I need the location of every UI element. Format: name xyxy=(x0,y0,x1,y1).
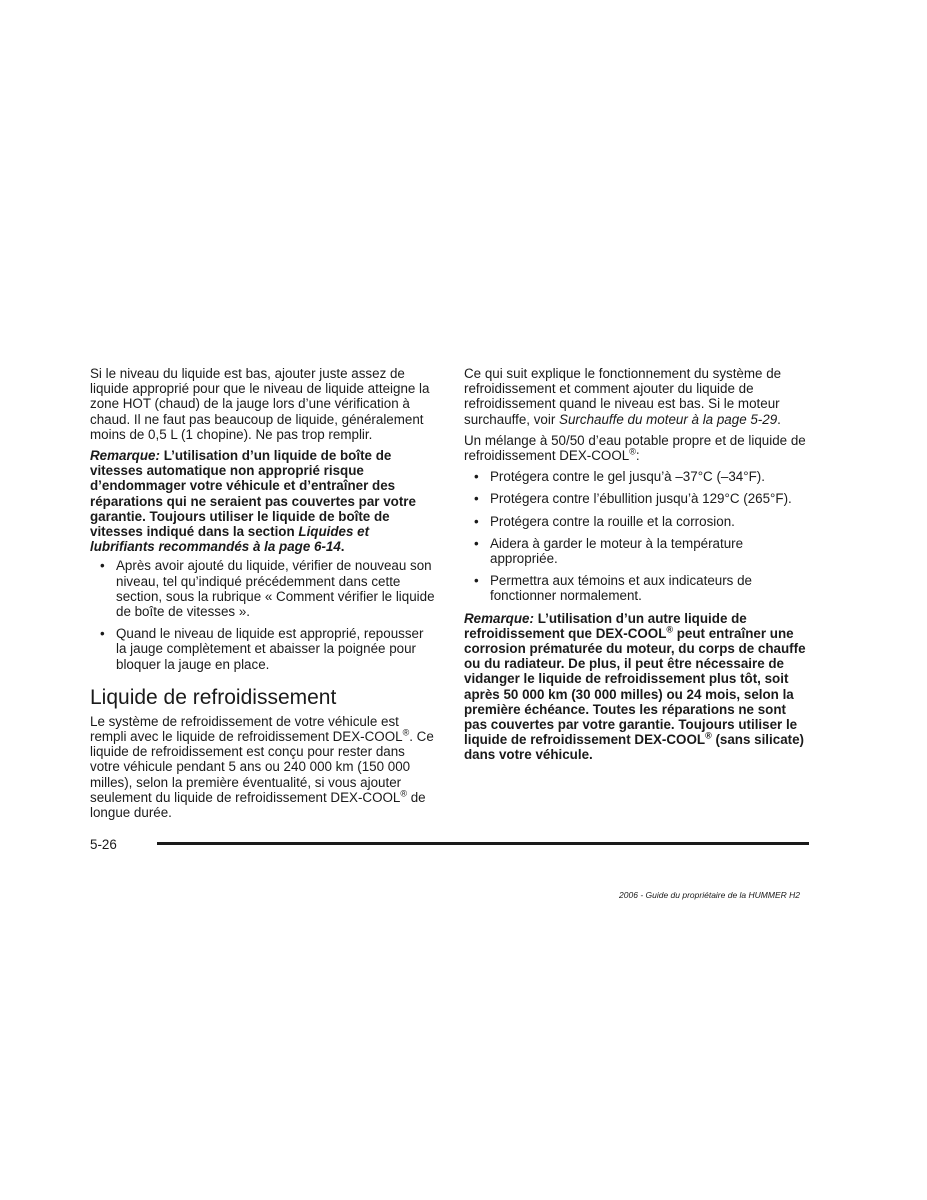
notice-label: Remarque: xyxy=(464,610,534,626)
notice-text: L’utilisation d’un liquide de boîte de vitesses automatique non approprié risque d’endommager votre véhicule et d’entraîner des réparations qui ne seraient pas couvertes par votre garantie. Toujours utiliser le liquide de boîte de vitesses indiqué dans la section xyxy=(90,448,416,540)
list-item: • Permettra aux témoins et aux indicateurs de fonctionner normalement. xyxy=(474,573,752,604)
left-column xyxy=(90,366,436,826)
right-column xyxy=(464,366,810,767)
notice-label: Remarque: xyxy=(90,448,160,464)
registered-mark: ® xyxy=(402,727,410,738)
bullet-icon: • xyxy=(100,626,105,642)
list-item: • Protégera contre le gel jusqu’à –37°C (–34°F). xyxy=(474,469,765,485)
list-item: • Quand le niveau de liquide est approprié, repousser la jauge complètement et abaisser la poignée pour bloquer la jauge en place. xyxy=(100,626,424,672)
list-item: • Aidera à garder le moteur à la température appropriée. xyxy=(474,535,744,567)
paragraph-mixture: Un mélange à 50/50 d’eau potable propre et de liquide de refroidissement DEX-COOL®: xyxy=(464,432,806,464)
bullet-icon: • xyxy=(474,491,479,507)
page-number: 5-26 xyxy=(90,837,117,852)
footer-rule xyxy=(157,842,809,845)
footer-credit: 2006 - Guide du propriétaire de la HUMMER H2 xyxy=(619,890,800,900)
bullet-icon: • xyxy=(100,558,105,574)
list-item: • Protégera contre l’ébullition jusqu’à 129°C (265°F). xyxy=(474,491,792,507)
registered-mark: ® xyxy=(666,624,674,635)
bullet-icon: • xyxy=(474,535,479,551)
bullet-icon: • xyxy=(474,469,479,485)
xref-link-surchauffe[interactable]: Surchauffe du moteur à la page 5-29 xyxy=(559,411,778,427)
list-item: • Protégera contre la rouille et la corrosion. xyxy=(474,513,735,529)
list-item: • Après avoir ajouté du liquide, vérifier de nouveau son niveau, tel qu’indiqué précédemment dans cette section, sous la rubrique « Comment vérifier le liquide de boîte de vitesses ». xyxy=(100,558,435,620)
registered-mark: ® xyxy=(629,446,636,457)
bullet-icon: • xyxy=(474,513,479,529)
registered-mark: ® xyxy=(400,788,408,799)
bullet-icon: • xyxy=(474,573,479,589)
section-heading: Liquide de refroidissement xyxy=(90,685,337,709)
registered-mark: ® xyxy=(705,730,712,741)
bullet-list-transmission xyxy=(90,558,436,671)
notice-transmission-fluid: Remarque: L’utilisation d’un liquide de boîte de vitesses automatique non approprié risque d’endommager votre véhicule et d’entraîner des réparations qui ne seraient pas couvertes par votre garantie. Toujours utiliser le liquide de boîte de vitesses indiqué dans la section Liquides et lubrifiants recommandés à la page 6-14. xyxy=(90,448,416,555)
paragraph-cooling-system: Le système de refroidissement de votre véhicule est rempli avec le liquide de refroidissement DEX-COOL®. Ce liquide de refroidissement est conçu pour rester dans votre véhicule pendant 5 ans ou 240 000 km (150 000 milles), selon la première éventualité, si vous ajouter seulement du liquide de refroidissement DEX-COOL® de longue durée. xyxy=(90,713,434,821)
paragraph-fluid-level: Si le niveau du liquide est bas, ajouter juste assez de liquide approprié pour que le niveau de liquide atteigne la zone HOT (chaud) de la jauge lors d’une vérification à chaud. Il ne faut pas beaucoup de liquide, généralement moins de 0,5 L (1 chopine). Ne pas trop remplir. xyxy=(90,366,430,442)
bullet-list-protection xyxy=(464,469,810,603)
paragraph-cooling-intro: Ce qui suit explique le fonctionnement du système de refroidissement et comment ajouter du liquide de refroidissement quand le niveau est bas. Si le moteur surchauffe, voir Surchauffe du moteur à la page 5-29. xyxy=(464,366,782,427)
xref-link-liquides[interactable]: Liquides et lubrifiants recommandés à la page 6-14 xyxy=(90,524,370,555)
notice-coolant: Remarque: L’utilisation d’un autre liquide de refroidissement que DEX-COOL® peut entraîner une corrosion prématurée du moteur, du corps de chauffe ou du radiateur. De plus, il peut être nécessaire de vidanger le liquide de refroidissement plus tôt, soit après 50 000 km (30 000 milles) ou 24 mois, selon la première échéance. Toutes les réparations ne sont pas couvertes par votre garantie. Toujours utiliser le liquide de refroidissement DEX-COOL® (sans silicate) dans votre véhicule. xyxy=(464,610,806,763)
